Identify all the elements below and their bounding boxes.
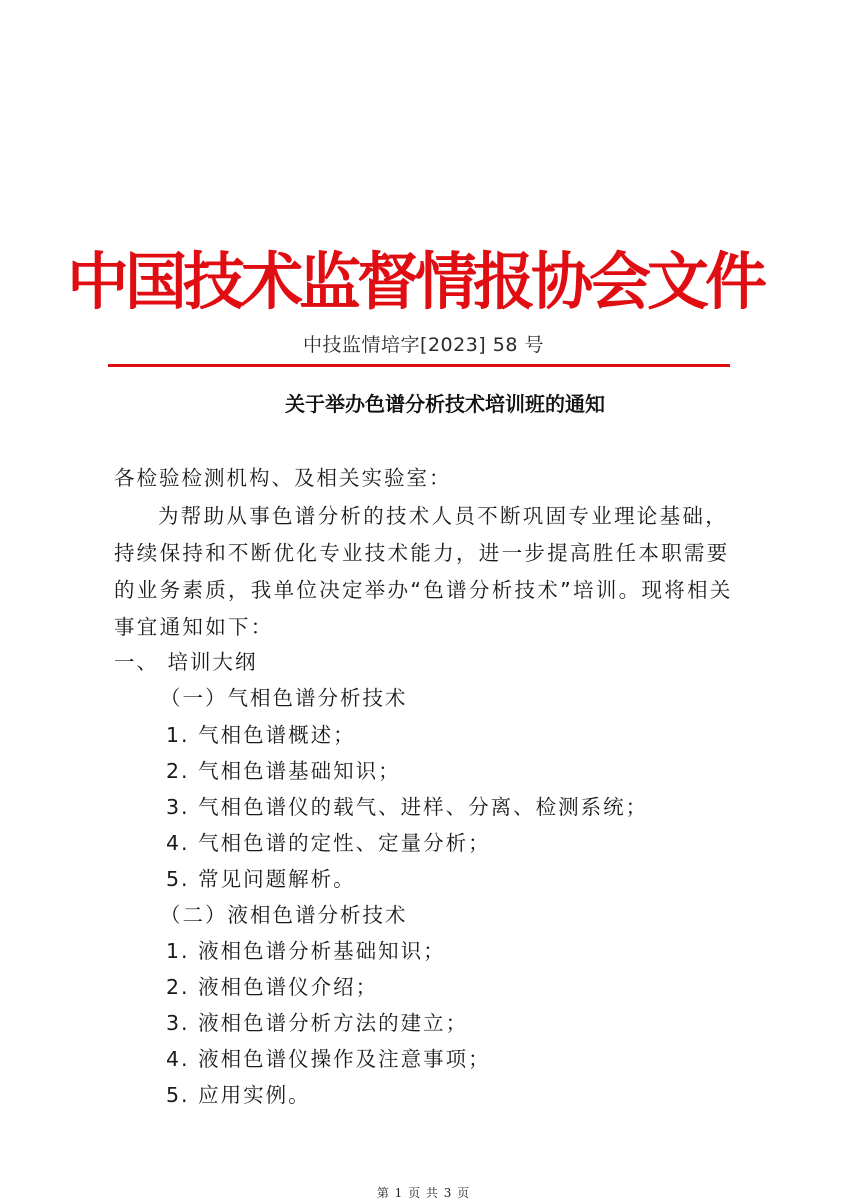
list-item: 5. 常见问题解析。 [166, 867, 356, 891]
document-number: 中技监情培字[2023] 58 号 [303, 334, 544, 356]
issuer-header-title: 中国技术监督情报协会文件 [66, 245, 763, 318]
section-heading: 一、 培训大纲 [114, 650, 258, 674]
list-item: 4. 液相色谱仪操作及注意事项； [166, 1047, 491, 1071]
list-item: 3. 液相色谱分析方法的建立； [166, 1011, 469, 1035]
list-item: 1. 气相色谱概述； [166, 723, 356, 747]
list-item: 5. 应用实例。 [166, 1083, 311, 1107]
list-item: 2. 气相色谱基础知识； [166, 759, 401, 783]
list-item: 4. 气相色谱的定性、定量分析； [166, 831, 491, 855]
list-item: 2. 液相色谱仪介绍； [166, 975, 379, 999]
document-subject: 关于举办色谱分析技术培训班的通知 [285, 392, 605, 416]
list-item: 3. 气相色谱仪的载气、进样、分离、检测系统； [166, 795, 649, 819]
subsection-heading: （二）液相色谱分析技术 [160, 903, 408, 927]
page-footer: 第 1 页 共 3 页 [376, 1186, 471, 1200]
salutation: 各检验检测机构、及相关实验室： [114, 466, 452, 490]
list-item: 1. 液相色谱分析基础知识； [166, 939, 446, 963]
red-divider-rule [108, 364, 730, 367]
subsection-heading: （一）气相色谱分析技术 [160, 686, 408, 710]
intro-paragraph: 为帮助从事色谱分析的技术人员不断巩固专业理论基础，持续保持和不断优化专业技术能力，进一步提高胜任本职需要的业务素质，我单位决定举办“色谱分析技术”培训。现将相关事宜通知如下： [114, 504, 733, 639]
